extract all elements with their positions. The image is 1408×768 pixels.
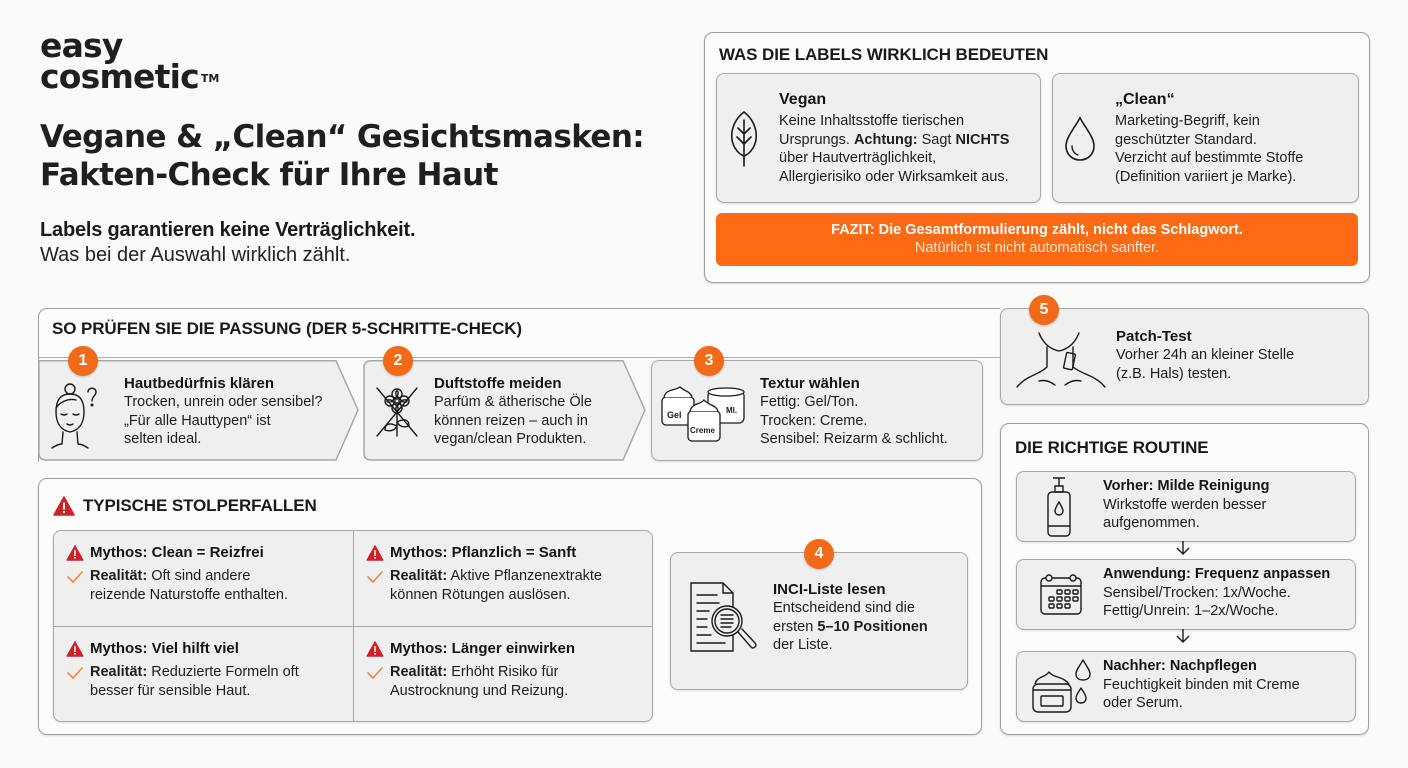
warning-icon <box>66 641 84 657</box>
pitfall-item: Mythos: Pflanzlich = Sanft Realität: Aktive Pflanzenextrakte können Rötungen auslösen. <box>353 531 653 627</box>
warning-icon <box>366 641 384 657</box>
trademark: TM <box>200 72 220 85</box>
step-1-card: 1 Hautbedürfnis klären Trocken, unrein oder sensibel? „Für alle Hauttypen“ ist selten ideal. <box>38 360 360 461</box>
pitfall-item: Mythos: Clean = Reizfrei Realität: Oft sind andere reizende Naturstoffe enthalten. <box>54 531 354 627</box>
face-question-icon <box>48 382 104 454</box>
steps-title: SO PRÜFEN SIE DIE PASSUNG (DER 5-SCHRITTE-CHECK) <box>52 319 522 338</box>
warning-icon <box>66 545 84 561</box>
warning-icon <box>366 545 384 561</box>
texture-jars-icon <box>660 383 754 445</box>
step-3-card: Gel Creme Ml. 3 Textur wählen Fettig: Gel/Ton. Trocken: Creme. Sensibel: Reizarm & schlicht. <box>651 360 983 461</box>
pitfall-item: Mythos: Viel hilft viel Realität: Reduzierte Formeln oft besser für sensible Haut. <box>54 626 354 722</box>
pitfalls-grid <box>53 530 653 722</box>
arrow-down-icon <box>1176 540 1190 556</box>
label-card-clean: „Clean“ Marketing-Begriff, kein geschützter Standard. Verzicht auf bestimmte Stoffe (Definition variiert je Marke). <box>1052 73 1359 203</box>
labels-title: WAS DIE LABELS WIRKLICH BEDEUTEN <box>719 45 1049 64</box>
brand-line-1: easy <box>40 26 123 65</box>
step-badge: 3 <box>694 346 724 376</box>
neck-patch-icon <box>1013 329 1109 393</box>
labels-panel <box>704 32 1370 283</box>
label-title: „Clean“ <box>1115 91 1175 108</box>
step-2-card: 2 Duftstoffe meiden Parfüm & ätherische Öle können reizen – auch in vegan/clean Produkten. <box>363 360 647 461</box>
pump-bottle-icon <box>1045 476 1073 538</box>
svg-text:Creme: Creme <box>690 426 715 435</box>
check-icon <box>66 666 84 680</box>
brand-logo <box>40 26 220 96</box>
routine-step-apply: Anwendung: Frequenz anpassen Sensibel/Trocken: 1x/Woche. Fettig/Unrein: 1–2x/Woche. <box>1016 559 1356 630</box>
subtitle-bold: Labels garantieren keine Verträglichkeit. <box>40 219 416 241</box>
steps-panel <box>38 308 1000 358</box>
label-title: Vegan <box>779 91 827 108</box>
check-icon <box>366 666 384 680</box>
step-5-card: 5 Patch-Test Vorher 24h an kleiner Stelle (z.B. Hals) testen. <box>1000 308 1369 405</box>
step-4-card: 4 INCI-Liste lesen Entscheidend sind die ersten 5–10 Positionen der Liste. <box>670 552 968 690</box>
page-title: Vegane & „Clean“ Gesichtsmasken: Fakten-Check für Ihre Haut <box>40 119 645 193</box>
check-icon <box>366 570 384 584</box>
leaf-icon <box>727 108 761 168</box>
step-badge: 2 <box>383 346 413 376</box>
document-magnifier-icon <box>689 581 763 657</box>
routine-title: DIE RICHTIGE ROUTINE <box>1015 438 1209 457</box>
step-badge: 5 <box>1029 295 1059 325</box>
step-badge: 1 <box>68 346 98 376</box>
no-flower-icon <box>373 384 421 440</box>
pitfalls-title: TYPISCHE STOLPERFALLEN <box>83 496 317 515</box>
drop-icon <box>1063 108 1097 168</box>
svg-text:Gel: Gel <box>667 410 682 420</box>
step-badge: 4 <box>804 539 834 569</box>
arrow-down-icon <box>1176 628 1190 644</box>
cream-jar-drops-icon <box>1031 658 1093 716</box>
brand-line-2: cosmetic ™ <box>40 57 220 96</box>
routine-step-aftercare: Nachher: Nachpflegen Feuchtigkeit binden mit Creme oder Serum. <box>1016 651 1356 722</box>
subtitle-regular: Was bei der Auswahl wirklich zählt. <box>40 244 351 266</box>
warning-icon <box>53 496 75 516</box>
svg-text:Ml.: Ml. <box>726 406 738 415</box>
label-card-vegan: Vegan Keine Inhaltsstoffe tierischen Ursprungs. Achtung: Sagt NICHTS über Hautverträglichkeit, Allergierisiko oder Wirksamkeit aus. <box>716 73 1041 203</box>
calendar-icon <box>1039 572 1083 616</box>
pitfall-item: Mythos: Länger einwirken Realität: Erhöht Risiko für Austrocknung und Reizung. <box>353 626 653 722</box>
fazit-banner: FAZIT: Die Gesamtformulierung zählt, nicht das Schlagwort. Natürlich ist nicht automatisch sanfter. <box>716 213 1358 266</box>
check-icon <box>66 570 84 584</box>
routine-step-cleanse: Vorher: Milde Reinigung Wirkstoffe werden besser aufgenommen. <box>1016 471 1356 542</box>
routine-panel <box>1000 423 1369 735</box>
